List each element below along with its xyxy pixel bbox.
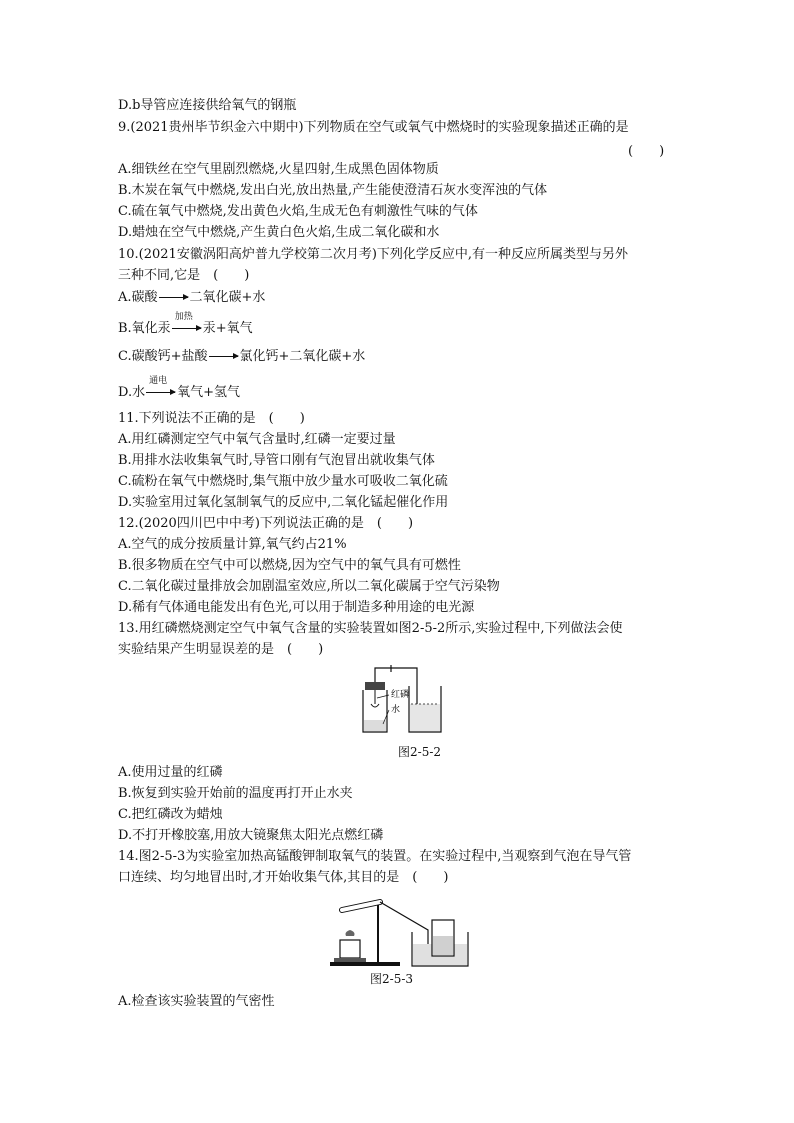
combustion-spoon: [371, 690, 379, 707]
q12-option-c: C.二氧化碳过量排放会加剧温室效应,所以二氧化碳属于空气污染物: [118, 579, 500, 594]
question-13-line1: 13.用红磷燃烧测定空气中氧气含量的实验装置如图2-5-2所示,实验过程中,下列做法会使: [118, 621, 623, 636]
stand-base: [330, 962, 400, 966]
q10-b-products: 汞+氧气: [202, 321, 253, 336]
bottle-water: [364, 720, 386, 731]
reaction-arrow-icon: [145, 375, 177, 398]
q9-option-a: A.细铁丝在空气里剧烈燃烧,火星四射,生成黑色固体物质: [118, 162, 439, 177]
q10-option-a: [118, 289, 265, 307]
lamp-block: [334, 958, 366, 962]
question-11: 11.下列说法不正确的是 ( ): [118, 411, 305, 426]
q12-option-b: B.很多物质在空气中可以燃烧,因为空气中的氧气具有可燃性: [118, 558, 461, 573]
alcohol-lamp-flame: [346, 930, 355, 936]
q10-c-products: 氯化钙+二氧化碳+水: [239, 349, 366, 364]
q10-option-d: [118, 375, 240, 402]
alcohol-lamp: [340, 940, 360, 958]
q10-a-products: 二氧化碳+水: [189, 290, 266, 305]
q10-option-c: [118, 348, 365, 366]
q12-option-a: A.空气的成分按质量计算,氧气约占21%: [118, 537, 347, 552]
q13-option-b: B.恢复到实验开始前的温度再打开止水夹: [118, 786, 353, 801]
q14-option-a: A.检查该实验装置的气密性: [118, 994, 275, 1009]
beaker-water: [410, 704, 440, 731]
question-14-line2: 口连续、均匀地冒出时,才开始收集气体,其目的是 ( ): [118, 870, 449, 885]
q11-option-d: D.实验室用过氧化氢制氧气的反应中,二氧化锰起催化作用: [118, 495, 449, 510]
rubber-stopper: [365, 682, 385, 690]
label-water: 水: [391, 705, 401, 715]
question-13-line2: 实验结果产生明显误差的是 ( ): [118, 642, 324, 657]
q13-option-a: A.使用过量的红磷: [118, 765, 223, 780]
q13-option-d: D.不打开橡胶塞,用放大镜聚焦太阳光点燃红磷: [118, 828, 384, 843]
delivery-tube: [380, 902, 428, 948]
question-9: 9.(2021贵州毕节织金六中期中)下列物质在空气或氧气中燃烧时的实验现象描述正确的是: [118, 120, 629, 135]
question-14-line1: 14.图2-5-3为实验室加热高锰酸钾制取氧气的装置。在实验过程中,当观察到气泡在导气管: [118, 849, 632, 864]
q10-b-condition: 加热: [174, 311, 193, 322]
q9-option-d: D.蜡烛在空气中燃烧,产生黄白色火焰,生成二氧化碳和水: [118, 225, 440, 240]
q11-option-c: C.硫粉在氧气中燃烧时,集气瓶中放少量水可吸收二氧化硫: [118, 474, 448, 489]
q10-d-reactant: D.水: [118, 385, 146, 400]
q10-d-condition: 通电: [149, 375, 168, 386]
reaction-arrow-icon: [208, 352, 240, 362]
figure-potassium-permanganate-apparatus: [328, 892, 473, 968]
question-10-line2: 三种不同,它是 ( ): [118, 268, 250, 283]
figure-caption-2-5-2: 图2-5-2: [398, 745, 442, 759]
q9-option-c: C.硫在氧气中燃烧,发出黄色火焰,生成无色有刺激性气味的气体: [118, 204, 478, 219]
question-10-line1: 10.(2021安徽涡阳高炉普九学校第二次月考)下列化学反应中,有一种反应所属类型与另外: [118, 247, 629, 262]
option-d-previous: D.b导管应连接供给氧气的钢瓶: [118, 98, 297, 113]
q13-option-c: C.把红磷改为蜡烛: [118, 807, 223, 822]
q11-option-b: B.用排水法收集氧气时,导管口刚有气泡冒出就收集气体: [118, 453, 435, 468]
reaction-arrow-icon: [158, 293, 190, 303]
q10-c-reactants: C.碳酸钙+盐酸: [118, 349, 208, 364]
q10-a-reactant: A.碳酸: [118, 290, 158, 305]
q12-option-d: D.稀有气体通电能发出有色光,可以用于制造多种用途的电光源: [118, 600, 475, 615]
q11-option-a: A.用红磷测定空气中氧气含量时,红磷一定要过量: [118, 432, 396, 447]
label-red-phosphorus: 红磷: [391, 690, 410, 700]
q10-d-products: 氧气+氢气: [177, 385, 240, 400]
question-12: 12.(2020四川巴中中考)下列说法正确的是 ( ): [118, 516, 414, 531]
q10-option-b: [118, 311, 253, 338]
q9-option-b: B.木炭在氧气中燃烧,发出白光,放出热量,产生能使澄清石灰水变浑浊的气体: [118, 183, 548, 198]
figure-caption-2-5-3: 图2-5-3: [370, 972, 414, 986]
q10-b-reactant: B.氧化汞: [118, 321, 171, 336]
question-9-answer-bracket: ( ): [628, 144, 665, 159]
figure-red-phosphorus-apparatus: [355, 664, 465, 736]
reaction-arrow-icon: [171, 311, 203, 334]
